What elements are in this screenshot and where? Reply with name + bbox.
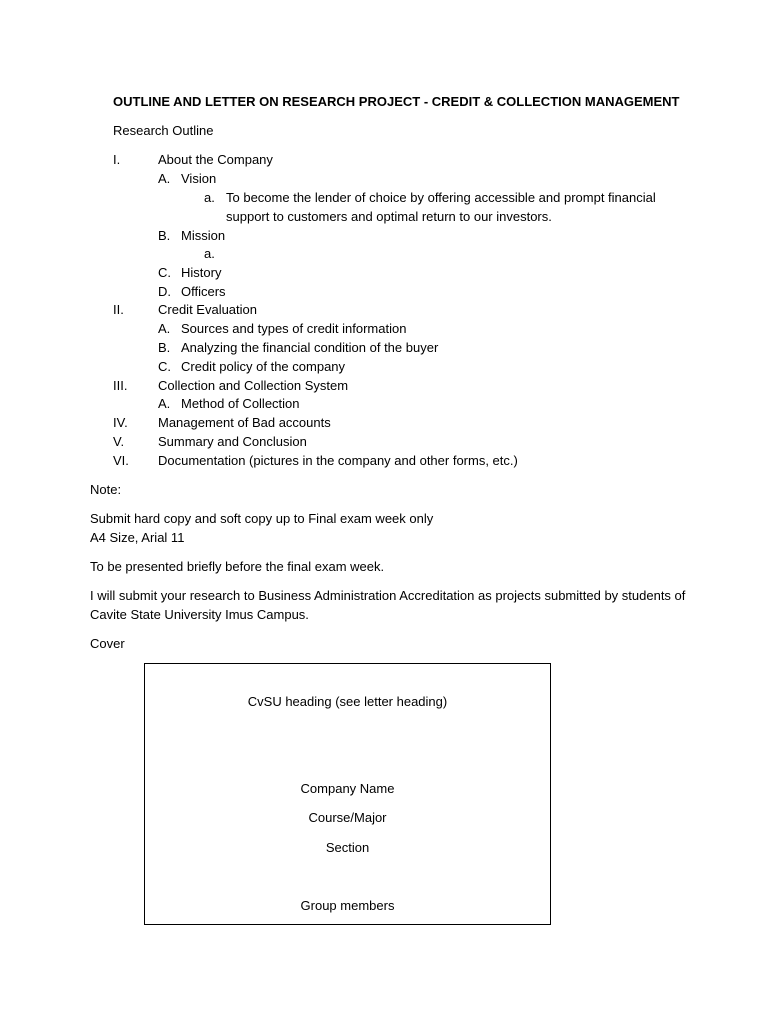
outline-number: A. xyxy=(158,171,171,186)
outline-number: a. xyxy=(204,190,215,205)
note-text: A4 Size, Arial 11 xyxy=(90,530,185,545)
outline-item: Documentation (pictures in the company and other forms, etc.) xyxy=(158,453,518,468)
outline-item: Sources and types of credit information xyxy=(181,321,407,336)
outline-item: Credit Evaluation xyxy=(158,302,257,317)
cover-company-name: Company Name xyxy=(300,781,395,796)
outline-number: A. xyxy=(158,396,171,411)
outline-number: V. xyxy=(113,434,125,449)
outline-item-continuation: support to customers and optimal return to our investors. xyxy=(226,209,552,224)
outline-item: Officers xyxy=(181,284,226,299)
outline-number: VI. xyxy=(113,453,129,468)
outline-number: C. xyxy=(158,265,171,280)
outline-item: Vision xyxy=(181,171,217,186)
outline-item: Method of Collection xyxy=(181,396,300,411)
outline-number: I. xyxy=(113,152,121,167)
note-label: Note: xyxy=(90,482,122,497)
outline-item: History xyxy=(181,265,222,280)
outline-item: About the Company xyxy=(158,152,273,167)
outline-item: Mission xyxy=(181,228,226,243)
presentation-note: To be presented briefly before the final exam week. xyxy=(90,559,385,574)
outline-number: III. xyxy=(113,378,128,393)
outline-item: Analyzing the financial condition of the buyer xyxy=(181,340,439,355)
cover-group-members: Group members xyxy=(300,898,395,913)
cover-section: Section xyxy=(325,840,370,855)
outline-item: Collection and Collection System xyxy=(158,378,349,393)
outline-item: To become the lender of choice by offering accessible and prompt financial xyxy=(226,190,656,205)
outline-item: Management of Bad accounts xyxy=(158,415,331,430)
cover-label: Cover xyxy=(90,636,125,651)
submission-note: Cavite State University Imus Campus. xyxy=(90,607,309,622)
submission-note: I will submit your research to Business Administration Accreditation as projects submitted by students of xyxy=(90,588,686,603)
outline-number: C. xyxy=(158,359,171,374)
document-title: OUTLINE AND LETTER ON RESEARCH PROJECT - CREDIT & COLLECTION MANAGEMENT xyxy=(113,94,680,109)
cover-course: Course/Major xyxy=(308,810,387,825)
outline-item: Summary and Conclusion xyxy=(158,434,307,449)
outline-number: II. xyxy=(113,302,124,317)
outline-number: A. xyxy=(158,321,171,336)
cover-heading: CvSU heading (see letter heading) xyxy=(247,694,448,709)
note-text: Submit hard copy and soft copy up to Final exam week only xyxy=(90,511,434,526)
outline-item: Credit policy of the company xyxy=(181,359,346,374)
outline-number: IV. xyxy=(113,415,128,430)
cover-page-box xyxy=(144,663,551,925)
outline-heading: Research Outline xyxy=(113,123,214,138)
outline-number: a. xyxy=(204,246,215,261)
outline-number: B. xyxy=(158,228,171,243)
outline-number: D. xyxy=(158,284,171,299)
outline-number: B. xyxy=(158,340,171,355)
